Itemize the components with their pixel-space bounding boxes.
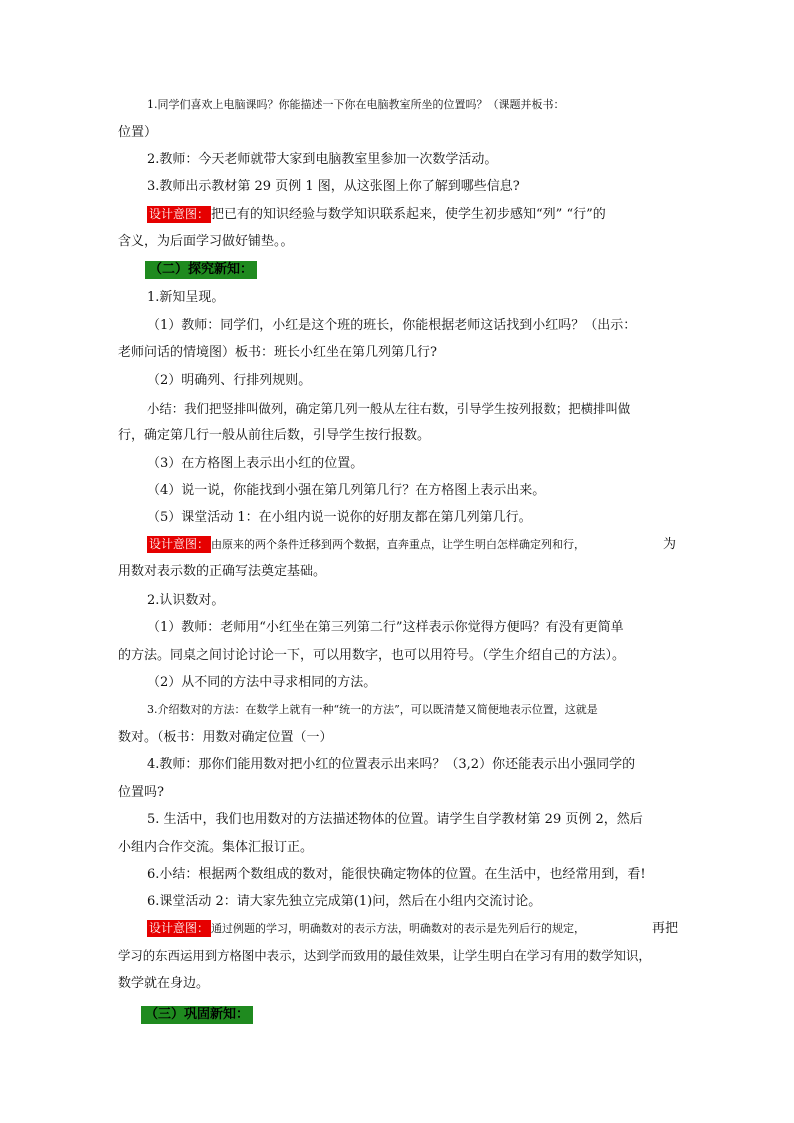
- design-intent-1: 设计意图： 把已有的知识经验与数学知识联系起来，使学生初步感知“列” “行”的: [149, 207, 606, 222]
- text-line: （2）从不同的方法中寻求相同的方法。: [147, 675, 377, 690]
- text-line: 学习的东西运用到方格图中表示，达到学而致用的最佳效果，让学生明白在学习有用的数学知识，: [118, 948, 651, 963]
- text-line: （1）教师：老师用“小红坐在第三列第二行”这样表示你觉得方便吗？有没有更简单: [147, 620, 624, 635]
- text-line: 的方法。同桌之间讨论讨论一下，可以用数字，也可以用符号。（学生介绍自己的方法）。: [118, 648, 626, 663]
- text-line: （1）教师：同学们，小红是这个班的班长，你能根据老师这话找到小红吗？（出示：: [147, 318, 637, 333]
- text-line: （2）明确列、行排列规则。: [147, 373, 312, 388]
- text-line: 1.同学们喜欢上电脑课吗？你能描述一下你在电脑教室所坐的位置吗？（课题并板书：: [147, 98, 565, 111]
- text-line: 为: [663, 537, 677, 552]
- text-line: 位置）: [118, 125, 158, 140]
- text-line: 3.介绍数对的方法：在数学上就有一种“统一的方法”，可以既清楚又简便地表示位置，这就是: [147, 703, 598, 716]
- section-heading: （三）巩固新知：: [141, 1006, 253, 1024]
- text-line: （5）课堂活动 1：在小组内说一说你的好朋友都在第几列第几行。: [147, 510, 532, 525]
- text-line: 再把: [652, 921, 679, 936]
- text-line: 6.课堂活动 2：请大家先独立完成第(1)问，然后在小组内交流讨论。: [147, 894, 542, 909]
- text-line: 4.教师：那你们能用数对把小红的位置表示出来吗？（3,2）你还能表示出小强同学的: [147, 757, 636, 772]
- text-line: 小组内合作交流。集体汇报订正。: [118, 840, 314, 855]
- text-line: 6.小结：根据两个数组成的数对，能很快确定物体的位置。在生活中，也经常用到，看!: [147, 867, 646, 882]
- text-line: 数学就在身边。: [118, 976, 210, 991]
- text-line: 用数对表示数的正确写法奠定基础。: [118, 564, 327, 579]
- text-line: 老师问话的情境图）板书：班长小红坐在第几列第几行?: [118, 345, 437, 360]
- text-line: 位置吗?: [118, 785, 164, 800]
- text-line: 小结：我们把竖排叫做列，确定第几列一般从左往右数，引导学生按列报数；把横排叫做: [147, 401, 631, 416]
- text-line: 行，确定第几行一般从前往后数，引导学生按行报数。: [118, 428, 431, 443]
- text-line: 2.认识数对。: [147, 593, 225, 608]
- design-intent-3: 设计意图： 通过例题的学习，明确数对的表示方法，明确数对的表示是先列后行的规定，: [149, 921, 586, 935]
- design-intent-tag: 设计意图：: [149, 537, 210, 551]
- text-line: 5. 生活中，我们也用数对的方法描述物体的位置。请学生自学教材第 29 页例 2，然后: [147, 812, 643, 827]
- section-heading: （二）探究新知：: [145, 261, 257, 279]
- design-intent-2: 设计意图： 由原来的两个条件迁移到两个数据，直奔重点，让学生明白怎样确定列和行，: [149, 537, 586, 551]
- text-line: 2.教师：今天老师就带大家到电脑教室里参加一次数学活动。: [147, 152, 498, 167]
- text-line: （3）在方格图上表示出小红的位置。: [147, 456, 364, 471]
- design-intent-tag: 设计意图：: [149, 921, 210, 935]
- text-line: 含义，为后面学习做好铺垫。。: [118, 234, 294, 249]
- text-line: （4）说一说，你能找到小强在第几列第几行？在方格图上表示出来。: [147, 483, 546, 498]
- text-line: 1.新知呈现。: [147, 290, 225, 305]
- design-intent-tag: 设计意图：: [149, 207, 210, 221]
- text-line: 3.教师出示教材第 29 页例 1 图，从这张图上你了解到哪些信息?: [147, 179, 520, 194]
- text-line: 数对。（板书：用数对确定位置（一）: [118, 730, 333, 745]
